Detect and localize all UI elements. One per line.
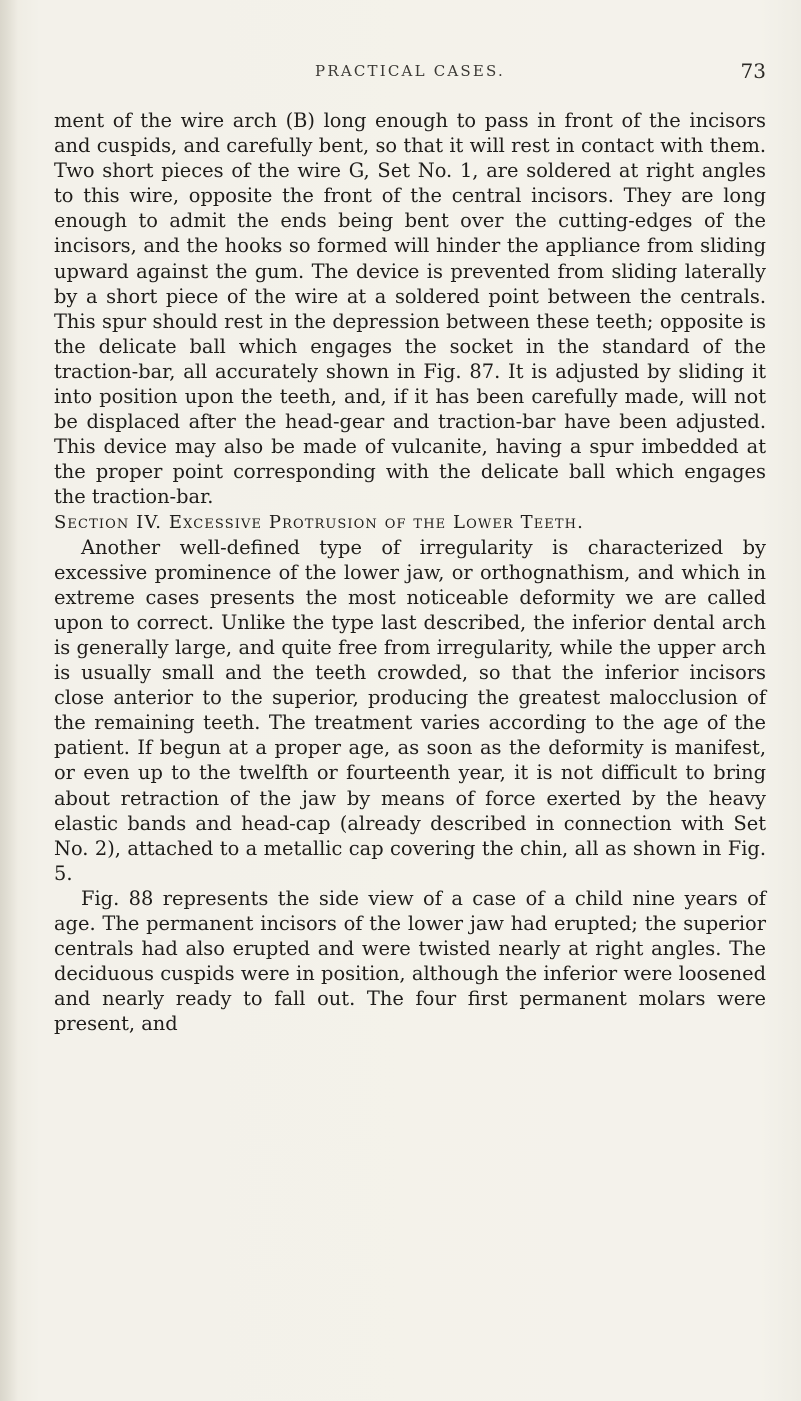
page-number: 73: [740, 59, 766, 83]
paragraph-continuation: ment of the wire arch (B) long enough to pass in front of the incisors and cuspids, and carefully bent, so that it will rest in contact with them. Two short pieces of the wire G, Set No. 1, are soldered at right angles to this wire, opposite the front of the central incisors. They are long enough to admit the ends being bent over the cutting-edges of the incisors, and the hooks so formed will hinder the appliance from sliding upward against the gum. The device is prevented from sliding laterally by a short piece of the wire at a soldered point between the centrals. This spur should rest in the depression between these teeth; opposite is the delicate ball which engages the socket in the standard of the traction-bar, all accurately shown in Fig. 87. It is adjusted by sliding it into position upon the teeth, and, if it has been carefully made, will not be displaced after the head-gear and traction-bar have been adjusted. This device may also be made of vulcanite, having a spur imbedded at the proper point corresponding with the delicate ball which engages the traction-bar.: [54, 109, 766, 509]
gutter-shadow: [0, 0, 18, 1401]
section-heading: Section IV. Excessive Protrusion of the Lower Teeth.: [54, 511, 584, 533]
body-text: [54, 108, 766, 1036]
running-head: PRACTICAL CASES.: [315, 62, 505, 80]
paragraph-fig-88: Fig. 88 represents the side view of a case of a child nine years of age. The permanent incisors of the lower jaw had erupted; the superior centrals had also erupted and were twisted nearly at right angles. The deciduous cuspids were in position, although the inferior were loosened and nearly ready to fall out. The four first permanent molars were present, and: [54, 886, 766, 1036]
page-header: [54, 59, 766, 86]
paragraph-section-intro: Another well-defined type of irregularity is characterized by excessive prominence of the lower jaw, or orthognathism, and which in extreme cases presents the most noticeable deformity we are called upon to correct. Unlike the type last described, the inferior dental arch is generally large, and quite free from irregularity, while the upper arch is usually small and the teeth crowded, so that the inferior incisors close anterior to the superior, producing the greatest malocclusion of the remaining teeth. The treatment varies according to the age of the patient. If begun at a proper age, as soon as the deformity is manifest, or even up to the twelfth or fourteenth year, it is not difficult to bring about retraction of the jaw by means of force exerted by the heavy elastic bands and head-cap (already described in connection with Set No. 2), attached to a metallic cap covering the chin, all as shown in Fig. 5.: [54, 535, 766, 885]
